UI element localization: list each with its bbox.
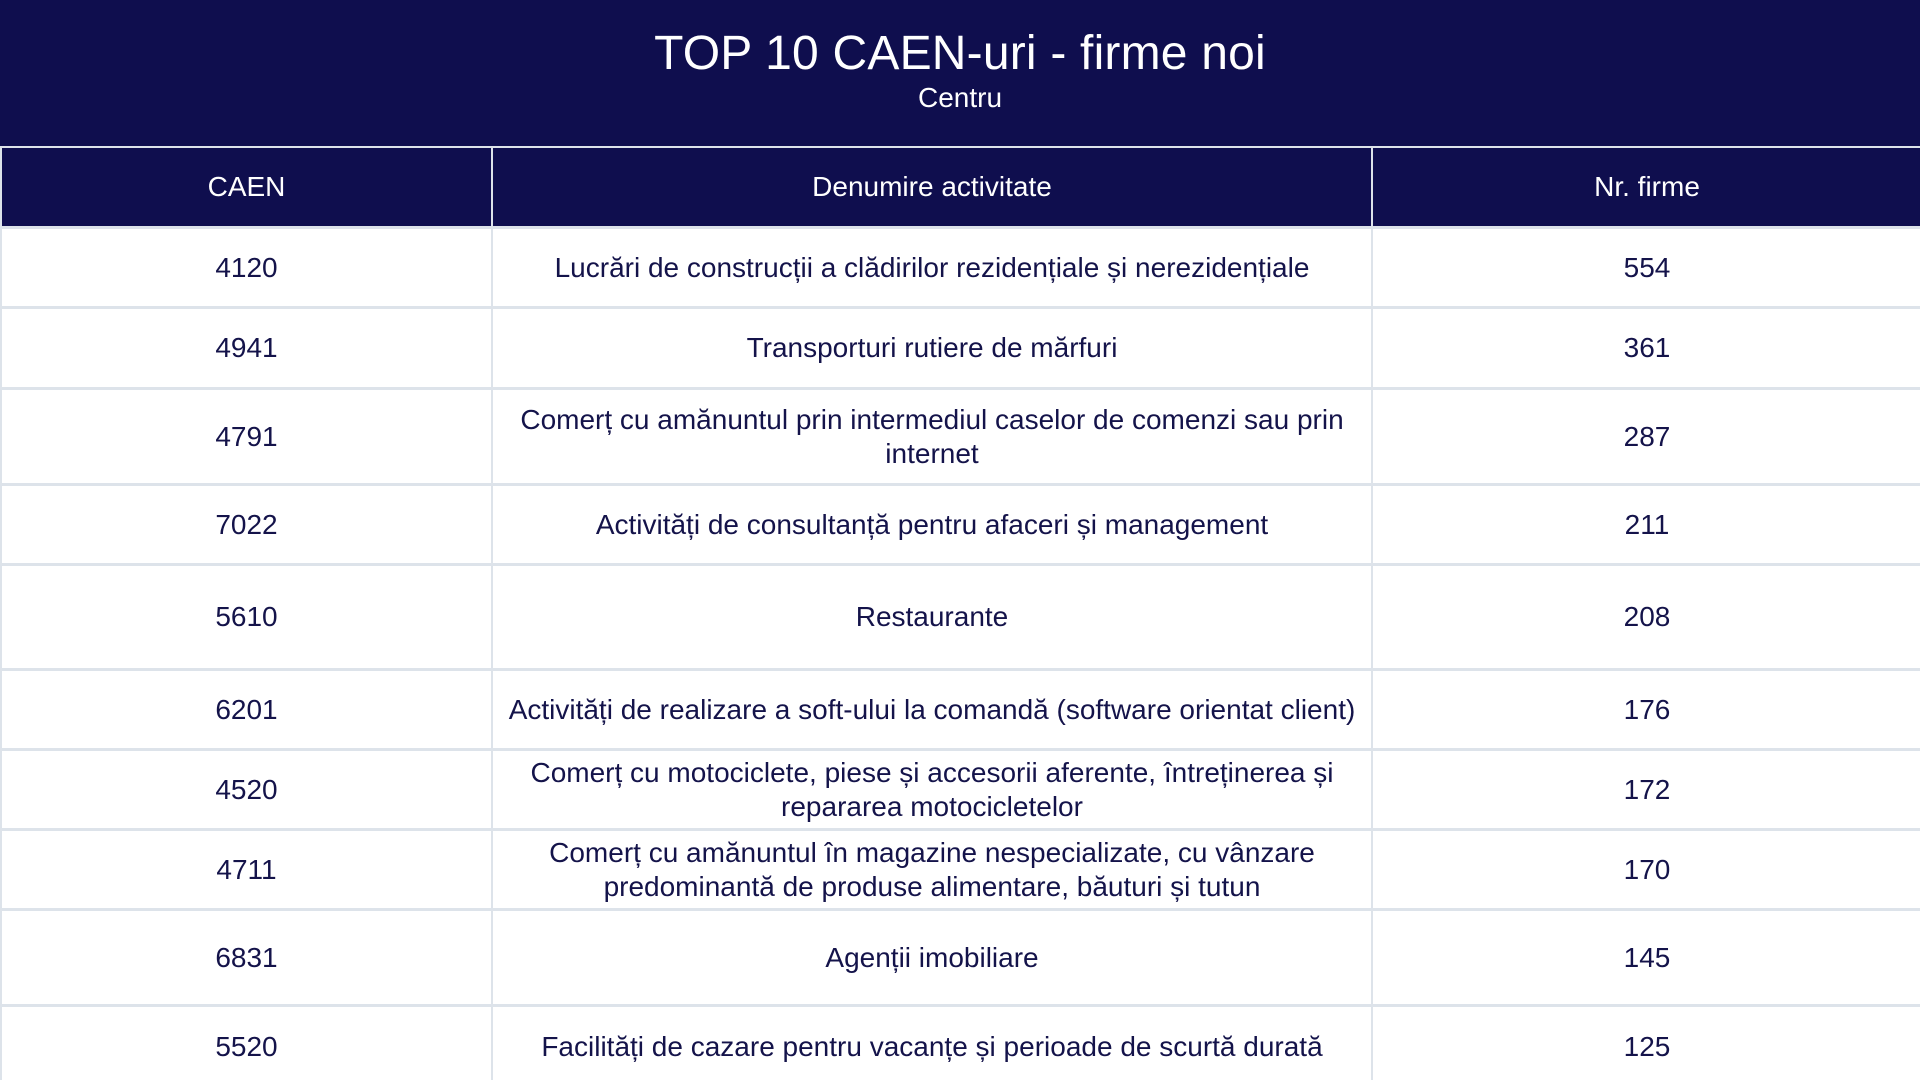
table-row [1, 389, 1920, 485]
company-count: 211 [1372, 485, 1920, 565]
column-header-caen: CAEN [1, 147, 492, 228]
company-count: 145 [1372, 910, 1920, 1006]
activity-name: Agenții imobiliare [492, 910, 1372, 1006]
activity-name: Comerț cu amănuntul prin intermediul caselor de comenzi sau prin internet [492, 389, 1372, 485]
table-row [1, 910, 1920, 1006]
activity-name: Transporturi rutiere de mărfuri [492, 308, 1372, 389]
table-row [1, 228, 1920, 308]
company-count: 170 [1372, 830, 1920, 910]
table-row [1, 830, 1920, 910]
company-count: 125 [1372, 1006, 1920, 1080]
table-row [1, 565, 1920, 670]
company-count: 287 [1372, 389, 1920, 485]
caen-code: 7022 [1, 485, 492, 565]
table-row [1, 670, 1920, 750]
column-header-count: Nr. firme [1372, 147, 1920, 228]
caen-code: 4120 [1, 228, 492, 308]
table-row [1, 308, 1920, 389]
company-count: 172 [1372, 750, 1920, 830]
activity-name: Comerț cu amănuntul în magazine nespecializate, cu vânzare predominantă de produse alimentare, băuturi și tutun [492, 830, 1372, 910]
activity-name: Activități de realizare a soft-ului la comandă (software orientat client) [492, 670, 1372, 750]
company-count: 361 [1372, 308, 1920, 389]
activity-name: Activități de consultanță pentru afaceri și management [492, 485, 1372, 565]
caen-code: 6831 [1, 910, 492, 1006]
caen-code: 4711 [1, 830, 492, 910]
caen-code: 4520 [1, 750, 492, 830]
table-row [1, 1006, 1920, 1080]
company-count: 176 [1372, 670, 1920, 750]
caen-code: 6201 [1, 670, 492, 750]
caen-code: 4941 [1, 308, 492, 389]
caen-code: 5520 [1, 1006, 492, 1080]
region-subtitle: Centru [917, 82, 1003, 113]
activity-name: Restaurante [492, 565, 1372, 670]
activity-name: Comerț cu motociclete, piese și accesorii aferente, întreținerea și repararea motocicletelor [492, 750, 1372, 830]
activity-name: Facilități de cazare pentru vacanțe și perioade de scurtă durată [492, 1006, 1372, 1080]
table-row [1, 750, 1920, 830]
title-banner [0, 0, 1920, 146]
company-count: 208 [1372, 565, 1920, 670]
table-header-row [1, 147, 1920, 228]
page-title: TOP 10 CAEN-uri - firme noi [654, 27, 1266, 80]
caen-table [0, 146, 1920, 1080]
caen-code: 4791 [1, 389, 492, 485]
column-header-activity: Denumire activitate [492, 147, 1372, 228]
activity-name: Lucrări de construcții a clădirilor rezidențiale și nerezidențiale [492, 228, 1372, 308]
table-row [1, 485, 1920, 565]
company-count: 554 [1372, 228, 1920, 308]
caen-code: 5610 [1, 565, 492, 670]
